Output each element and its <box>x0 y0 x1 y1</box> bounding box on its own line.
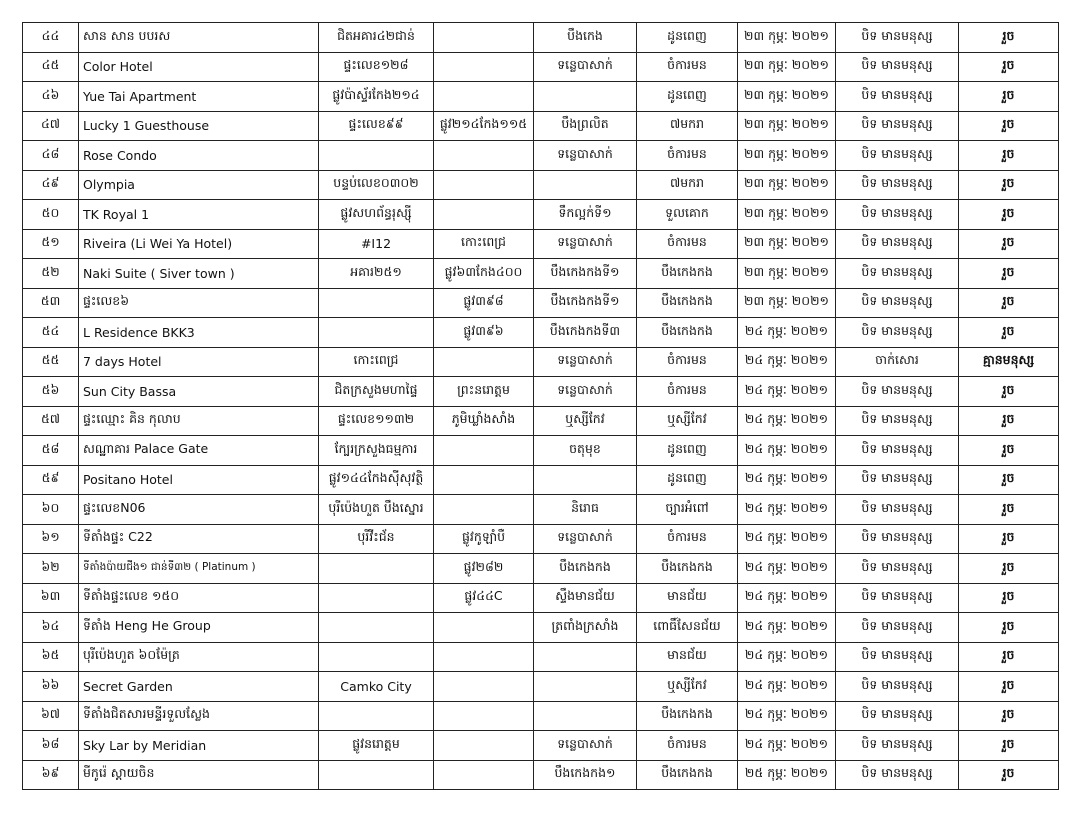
khan-cell: បឹងកេងកង <box>637 259 738 289</box>
street-cell <box>434 52 534 82</box>
location-name-cell: Lucky 1 Guesthouse <box>79 111 319 141</box>
sangkat-cell: បឹងកេងកងទី១ <box>534 259 637 289</box>
khan-cell: ចំការមន <box>637 52 738 82</box>
sangkat-cell: និរោធ <box>534 495 637 525</box>
condition-cell: បិទ មានមនុស្ស <box>836 495 959 525</box>
status-cell: រួច <box>959 141 1059 171</box>
house-number-cell: បុរីវីះជ័ន <box>319 524 434 554</box>
row-number-cell: ៥៨ <box>23 436 79 466</box>
date-cell: ២៤ កុម្ភៈ ២០២១ <box>738 406 836 436</box>
sangkat-cell: ទន្លេបាសាក់ <box>534 377 637 407</box>
row-number-cell: ៤៧ <box>23 111 79 141</box>
house-number-cell <box>319 701 434 731</box>
house-number-cell: បុរីប៉េងហួត បឹងស្នោរ <box>319 495 434 525</box>
table-row <box>23 642 1059 672</box>
location-name-cell: Secret Garden <box>79 672 319 702</box>
date-cell: ២៤ កុម្ភៈ ២០២១ <box>738 524 836 554</box>
location-name-cell: Riveira (Li Wei Ya Hotel) <box>79 229 319 259</box>
status-cell: រួច <box>959 524 1059 554</box>
house-number-cell <box>319 554 434 584</box>
condition-cell: បិទ មានមនុស្ស <box>836 82 959 112</box>
house-number-cell: ផ្លូវ១៤៤កែងស៊ីសុវត្ថិ <box>319 465 434 495</box>
location-name-cell: Color Hotel <box>79 52 319 82</box>
street-cell: ផ្លូវកូឡាំបឺ <box>434 524 534 554</box>
location-name-cell: Yue Tai Apartment <box>79 82 319 112</box>
house-number-cell <box>319 642 434 672</box>
condition-cell: បិទ មានមនុស្ស <box>836 141 959 171</box>
street-cell <box>434 731 534 761</box>
khan-cell: ទួលគោក <box>637 200 738 230</box>
street-cell <box>434 23 534 53</box>
document-sheet <box>22 22 1058 790</box>
condition-cell: បិទ មានមនុស្ស <box>836 524 959 554</box>
table-row <box>23 82 1059 112</box>
table-row <box>23 23 1059 53</box>
table-row <box>23 259 1059 289</box>
row-number-cell: ៦៣ <box>23 583 79 613</box>
khan-cell: ដូនពេញ <box>637 82 738 112</box>
khan-cell: មានជ័យ <box>637 583 738 613</box>
street-cell: ផ្លូវ២៨២ <box>434 554 534 584</box>
sangkat-cell: បឹងព្រលិត <box>534 111 637 141</box>
status-cell: រួច <box>959 672 1059 702</box>
row-number-cell: ៤៦ <box>23 82 79 112</box>
status-cell: រួច <box>959 554 1059 584</box>
street-cell: ព្រះនរោត្តម <box>434 377 534 407</box>
sangkat-cell: បឹងកេង <box>534 23 637 53</box>
date-cell: ២៤ កុម្ភៈ ២០២១ <box>738 672 836 702</box>
table-row <box>23 465 1059 495</box>
house-number-cell: ផ្ទះលេខ៩៩ <box>319 111 434 141</box>
status-cell: រួច <box>959 613 1059 643</box>
date-cell: ២៤ កុម្ភៈ ២០២១ <box>738 583 836 613</box>
khan-cell: ៧មករា <box>637 170 738 200</box>
khan-cell: ចំការមន <box>637 229 738 259</box>
house-number-cell <box>319 583 434 613</box>
street-cell <box>434 82 534 112</box>
street-cell: កោះពេជ្រ <box>434 229 534 259</box>
row-number-cell: ៥៤ <box>23 318 79 348</box>
row-number-cell: ៦៧ <box>23 701 79 731</box>
street-cell <box>434 642 534 672</box>
date-cell: ២៣ កុម្ភៈ ២០២១ <box>738 23 836 53</box>
location-name-cell: សាន សាន បបរស <box>79 23 319 53</box>
status-cell: គ្មានមនុស្ស <box>959 347 1059 377</box>
sangkat-cell <box>534 170 637 200</box>
location-name-cell: Positano Hotel <box>79 465 319 495</box>
row-number-cell: ៦១ <box>23 524 79 554</box>
date-cell: ២៣ កុម្ភៈ ២០២១ <box>738 82 836 112</box>
house-number-cell <box>319 613 434 643</box>
street-cell <box>434 436 534 466</box>
sangkat-cell: ទន្លេបាសាក់ <box>534 141 637 171</box>
location-name-cell: TK Royal 1 <box>79 200 319 230</box>
condition-cell: បិទ មានមនុស្ស <box>836 554 959 584</box>
row-number-cell: ៦២ <box>23 554 79 584</box>
khan-cell: បឹងកេងកង <box>637 554 738 584</box>
khan-cell: ច្បារអំពៅ <box>637 495 738 525</box>
location-name-cell: Naki Suite ( Siver town ) <box>79 259 319 289</box>
row-number-cell: ៦៨ <box>23 731 79 761</box>
table-row <box>23 200 1059 230</box>
location-name-cell: Sky Lar by Meridian <box>79 731 319 761</box>
row-number-cell: ៦០ <box>23 495 79 525</box>
house-number-cell <box>319 288 434 318</box>
condition-cell: បិទ មានមនុស្ស <box>836 52 959 82</box>
street-cell <box>434 495 534 525</box>
sangkat-cell <box>534 642 637 672</box>
condition-cell: បិទ មានមនុស្ស <box>836 377 959 407</box>
street-cell <box>434 465 534 495</box>
location-name-cell: ទីតាំងប៉ាយជីង១ ជាន់ទី៣២ ( Platinum ) <box>79 554 319 584</box>
date-cell: ២៤ កុម្ភៈ ២០២១ <box>738 318 836 348</box>
date-cell: ២៤ កុម្ភៈ ២០២១ <box>738 495 836 525</box>
location-name-cell: បុរីប៉េងហួត ៦០ម៉ែត្រ <box>79 642 319 672</box>
row-number-cell: ៥៦ <box>23 377 79 407</box>
street-cell <box>434 760 534 790</box>
date-cell: ២៤ កុម្ភៈ ២០២១ <box>738 613 836 643</box>
condition-cell: ចាក់សោរ <box>836 347 959 377</box>
location-name-cell: Rose Condo <box>79 141 319 171</box>
row-number-cell: ៥៥ <box>23 347 79 377</box>
table-row <box>23 347 1059 377</box>
sangkat-cell: ឬស្សីកែវ <box>534 406 637 436</box>
date-cell: ២៥ កុម្ភៈ ២០២១ <box>738 760 836 790</box>
khan-cell: ចំការមន <box>637 731 738 761</box>
sangkat-cell: ទន្លេបាសាក់ <box>534 52 637 82</box>
status-cell: រួច <box>959 170 1059 200</box>
date-cell: ២៣ កុម្ភៈ ២០២១ <box>738 52 836 82</box>
condition-cell: បិទ មានមនុស្ស <box>836 259 959 289</box>
row-number-cell: ៦៥ <box>23 642 79 672</box>
table-row <box>23 613 1059 643</box>
condition-cell: បិទ មានមនុស្ស <box>836 760 959 790</box>
row-number-cell: ៤៩ <box>23 170 79 200</box>
house-number-cell: ផ្ទះលេខ១១៣២ <box>319 406 434 436</box>
table-row <box>23 141 1059 171</box>
condition-cell: បិទ មានមនុស្ស <box>836 406 959 436</box>
table-row <box>23 170 1059 200</box>
sangkat-cell: បឹងកេងកងទី១ <box>534 288 637 318</box>
khan-cell: បឹងកេងកង <box>637 760 738 790</box>
status-cell: រួច <box>959 731 1059 761</box>
street-cell: ផ្លូវ៣៩៨ <box>434 288 534 318</box>
khan-cell: ចំការមន <box>637 524 738 554</box>
table-row <box>23 406 1059 436</box>
sangkat-cell: ទន្លេបាសាក់ <box>534 731 637 761</box>
row-number-cell: ៦៤ <box>23 613 79 643</box>
row-number-cell: ៤៨ <box>23 141 79 171</box>
status-cell: រួច <box>959 259 1059 289</box>
location-name-cell: មីកូរ៉េ ស្តាយចិន <box>79 760 319 790</box>
date-cell: ២៤ កុម្ភៈ ២០២១ <box>738 377 836 407</box>
sangkat-cell: ទឹកល្អក់ទី១ <box>534 200 637 230</box>
sangkat-cell: ត្រពាំងក្រសាំង <box>534 613 637 643</box>
location-name-cell: L Residence BKK3 <box>79 318 319 348</box>
condition-cell: បិទ មានមនុស្ស <box>836 642 959 672</box>
sangkat-cell: ស្ទឹងមានជ័យ <box>534 583 637 613</box>
sangkat-cell: បឹងកេងកង <box>534 554 637 584</box>
sangkat-cell: បឹងកេងកងទី៣ <box>534 318 637 348</box>
condition-cell: បិទ មានមនុស្ស <box>836 701 959 731</box>
khan-cell: ចំការមន <box>637 347 738 377</box>
sangkat-cell: ទន្លេបាសាក់ <box>534 229 637 259</box>
sangkat-cell: ទន្លេបាសាក់ <box>534 524 637 554</box>
row-number-cell: ៥០ <box>23 200 79 230</box>
status-cell: រួច <box>959 23 1059 53</box>
location-name-cell: ទីតាំងជិតសារមន្ទីរទួលស្លែង <box>79 701 319 731</box>
table-row <box>23 701 1059 731</box>
status-cell: រួច <box>959 52 1059 82</box>
street-cell <box>434 672 534 702</box>
street-cell <box>434 141 534 171</box>
row-number-cell: ៥១ <box>23 229 79 259</box>
date-cell: ២៤ កុម្ភៈ ២០២១ <box>738 465 836 495</box>
locations-table <box>22 22 1059 790</box>
location-name-cell: ទីតាំង Heng He Group <box>79 613 319 643</box>
date-cell: ២៤ កុម្ភៈ ២០២១ <box>738 701 836 731</box>
table-row <box>23 436 1059 466</box>
condition-cell: បិទ មានមនុស្ស <box>836 318 959 348</box>
date-cell: ២៤ កុម្ភៈ ២០២១ <box>738 731 836 761</box>
location-name-cell: សណ្ឋាគារ Palace Gate <box>79 436 319 466</box>
table-row <box>23 52 1059 82</box>
date-cell: ២៣ កុម្ភៈ ២០២១ <box>738 141 836 171</box>
table-row <box>23 524 1059 554</box>
table-row <box>23 318 1059 348</box>
location-name-cell: Olympia <box>79 170 319 200</box>
status-cell: រួច <box>959 111 1059 141</box>
khan-cell: ពោធិ៍សែនជ័យ <box>637 613 738 643</box>
house-number-cell: ផ្លូវសហព័ន្ធរុស្ស៊ី <box>319 200 434 230</box>
location-name-cell: ផ្ទះឈ្មោះ គិន កុលាប <box>79 406 319 436</box>
date-cell: ២៣ កុម្ភៈ ២០២១ <box>738 200 836 230</box>
street-cell <box>434 701 534 731</box>
condition-cell: បិទ មានមនុស្ស <box>836 672 959 702</box>
khan-cell: បឹងកេងកង <box>637 701 738 731</box>
khan-cell: បឹងកេងកង <box>637 288 738 318</box>
condition-cell: បិទ មានមនុស្ស <box>836 111 959 141</box>
sangkat-cell <box>534 465 637 495</box>
location-name-cell: 7 days Hotel <box>79 347 319 377</box>
date-cell: ២៣ កុម្ភៈ ២០២១ <box>738 170 836 200</box>
row-number-cell: ៥៧ <box>23 406 79 436</box>
house-number-cell: កោះពេជ្រ <box>319 347 434 377</box>
house-number-cell: អគារ២៥១ <box>319 259 434 289</box>
table-row <box>23 554 1059 584</box>
house-number-cell: ក្បែរក្រសួងធម្មការ <box>319 436 434 466</box>
date-cell: ២៤ កុម្ភៈ ២០២១ <box>738 436 836 466</box>
house-number-cell: Camko City <box>319 672 434 702</box>
table-row <box>23 288 1059 318</box>
condition-cell: បិទ មានមនុស្ស <box>836 583 959 613</box>
table-row <box>23 731 1059 761</box>
khan-cell: ឬស្សីកែវ <box>637 672 738 702</box>
status-cell: រួច <box>959 82 1059 112</box>
location-name-cell: ផ្ទះលេខ៦ <box>79 288 319 318</box>
khan-cell: ចំការមន <box>637 141 738 171</box>
table-row <box>23 229 1059 259</box>
house-number-cell: #I12 <box>319 229 434 259</box>
street-cell: ផ្លូវ៤៤C <box>434 583 534 613</box>
sangkat-cell <box>534 701 637 731</box>
row-number-cell: ៤៥ <box>23 52 79 82</box>
table-row <box>23 583 1059 613</box>
khan-cell: ចំការមន <box>637 377 738 407</box>
street-cell <box>434 200 534 230</box>
table-body <box>23 23 1059 790</box>
status-cell: រួច <box>959 701 1059 731</box>
table-row <box>23 760 1059 790</box>
status-cell: រួច <box>959 583 1059 613</box>
condition-cell: បិទ មានមនុស្ស <box>836 465 959 495</box>
row-number-cell: ៥៣ <box>23 288 79 318</box>
khan-cell: បឹងកេងកង <box>637 318 738 348</box>
location-name-cell: ផ្ទះលេខN06 <box>79 495 319 525</box>
status-cell: រួច <box>959 377 1059 407</box>
khan-cell: ៧មករា <box>637 111 738 141</box>
condition-cell: បិទ មានមនុស្ស <box>836 613 959 643</box>
house-number-cell: ជិតក្រសួងមហាផ្ទៃ <box>319 377 434 407</box>
date-cell: ២៣ កុម្ភៈ ២០២១ <box>738 259 836 289</box>
house-number-cell <box>319 760 434 790</box>
location-name-cell: ទីតាំងផ្ទះលេខ ១៥០ <box>79 583 319 613</box>
street-cell: ផ្លូវ២១៤កែង១១៥ <box>434 111 534 141</box>
khan-cell: ដូនពេញ <box>637 436 738 466</box>
sangkat-cell: ចតុមុខ <box>534 436 637 466</box>
date-cell: ២៣ កុម្ភៈ ២០២១ <box>738 229 836 259</box>
street-cell <box>434 613 534 643</box>
khan-cell: មានជ័យ <box>637 642 738 672</box>
condition-cell: បិទ មានមនុស្ស <box>836 170 959 200</box>
status-cell: រួច <box>959 495 1059 525</box>
condition-cell: បិទ មានមនុស្ស <box>836 200 959 230</box>
condition-cell: បិទ មានមនុស្ស <box>836 229 959 259</box>
row-number-cell: ៦៦ <box>23 672 79 702</box>
sangkat-cell: បឹងកេងកង១ <box>534 760 637 790</box>
status-cell: រួច <box>959 229 1059 259</box>
location-name-cell: Sun City Bassa <box>79 377 319 407</box>
table-row <box>23 377 1059 407</box>
table-row <box>23 111 1059 141</box>
row-number-cell: ៦៩ <box>23 760 79 790</box>
status-cell: រួច <box>959 642 1059 672</box>
street-cell <box>434 170 534 200</box>
condition-cell: បិទ មានមនុស្ស <box>836 288 959 318</box>
house-number-cell <box>319 141 434 171</box>
khan-cell: ឬស្សីកែវ <box>637 406 738 436</box>
date-cell: ២៤ កុម្ភៈ ២០២១ <box>738 554 836 584</box>
location-name-cell: ទីតាំងផ្ទះ C22 <box>79 524 319 554</box>
house-number-cell: ផ្លូវនរោត្តម <box>319 731 434 761</box>
sangkat-cell <box>534 82 637 112</box>
status-cell: រួច <box>959 436 1059 466</box>
row-number-cell: ៤៤ <box>23 23 79 53</box>
status-cell: រួច <box>959 318 1059 348</box>
status-cell: រួច <box>959 200 1059 230</box>
house-number-cell: ជិតអគារ៤២ជាន់ <box>319 23 434 53</box>
date-cell: ២៣ កុម្ភៈ ២០២១ <box>738 288 836 318</box>
date-cell: ២៤ កុម្ភៈ ២០២១ <box>738 642 836 672</box>
status-cell: រួច <box>959 760 1059 790</box>
house-number-cell: ផ្ទះលេខ១២៨ <box>319 52 434 82</box>
date-cell: ២៤ កុម្ភៈ ២០២១ <box>738 347 836 377</box>
status-cell: រួច <box>959 465 1059 495</box>
street-cell: ផ្លូវ៦៣កែង៤០០ <box>434 259 534 289</box>
house-number-cell: បន្ទប់លេខ០៣០២ <box>319 170 434 200</box>
row-number-cell: ៥២ <box>23 259 79 289</box>
condition-cell: បិទ មានមនុស្ស <box>836 436 959 466</box>
table-row <box>23 495 1059 525</box>
row-number-cell: ៥៩ <box>23 465 79 495</box>
sangkat-cell <box>534 672 637 702</box>
date-cell: ២៣ កុម្ភៈ ២០២១ <box>738 111 836 141</box>
khan-cell: ដូនពេញ <box>637 23 738 53</box>
condition-cell: បិទ មានមនុស្ស <box>836 731 959 761</box>
khan-cell: ដូនពេញ <box>637 465 738 495</box>
table-row <box>23 672 1059 702</box>
condition-cell: បិទ មានមនុស្ស <box>836 23 959 53</box>
house-number-cell: ផ្លូវប៉ាស្ទ័រកែង២១៤ <box>319 82 434 112</box>
street-cell <box>434 347 534 377</box>
status-cell: រួច <box>959 406 1059 436</box>
street-cell: ភូមិឃ្លាំងសាំង <box>434 406 534 436</box>
status-cell: រួច <box>959 288 1059 318</box>
house-number-cell <box>319 318 434 348</box>
street-cell: ផ្លូវ៣៩៦ <box>434 318 534 348</box>
sangkat-cell: ទន្លេបាសាក់ <box>534 347 637 377</box>
